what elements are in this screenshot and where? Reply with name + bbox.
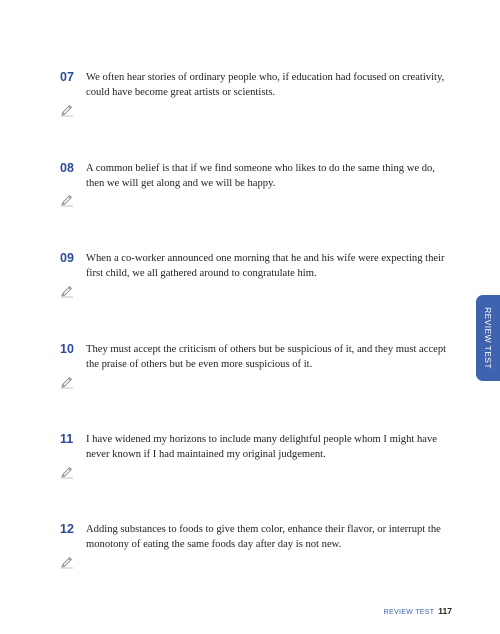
- question-text: A common belief is that if we find someone who likes to do the same thing we do, then we will get along and we will be happy.: [86, 163, 435, 189]
- review-test-tab: [476, 295, 500, 381]
- question-text: They must accept the criticism of others but be suspicious of it, and they must accept the praise of others but be even more suspicious of it.: [86, 344, 447, 370]
- pencil-icon: [60, 193, 74, 207]
- question-number: 08: [60, 161, 74, 175]
- pencil-icon: [60, 375, 74, 389]
- question-number: 09: [60, 251, 74, 265]
- question-text: I have widened my horizons to include many delightful people whom I might have never known if I had maintained my original judgement.: [86, 434, 437, 460]
- question-text: When a co-worker announced one morning that he and his wife were expecting their first child, we all gathered around to congratulate him.: [86, 253, 445, 279]
- page-footer: [384, 601, 452, 619]
- question-number: 11: [60, 432, 74, 446]
- question-number: 07: [60, 70, 74, 84]
- pencil-icon: [60, 103, 74, 117]
- question-text: Adding substances to foods to give them color, enhance their flavor, or interrupt the monotony of eating the same foods day after day is not new.: [86, 524, 441, 550]
- pencil-icon: [60, 555, 74, 569]
- review-test-tab-label: REVIEW TEST: [483, 307, 493, 369]
- footer-section-label: REVIEW TEST: [383, 609, 435, 616]
- question-number: 12: [60, 522, 74, 536]
- question-number: 10: [60, 342, 74, 356]
- page-number: 117: [438, 606, 452, 616]
- pencil-icon: [60, 284, 74, 298]
- question-text: We often hear stories of ordinary people who, if education had focused on creativity, could have become great artists or scientists.: [86, 72, 445, 98]
- pencil-icon: [60, 465, 74, 479]
